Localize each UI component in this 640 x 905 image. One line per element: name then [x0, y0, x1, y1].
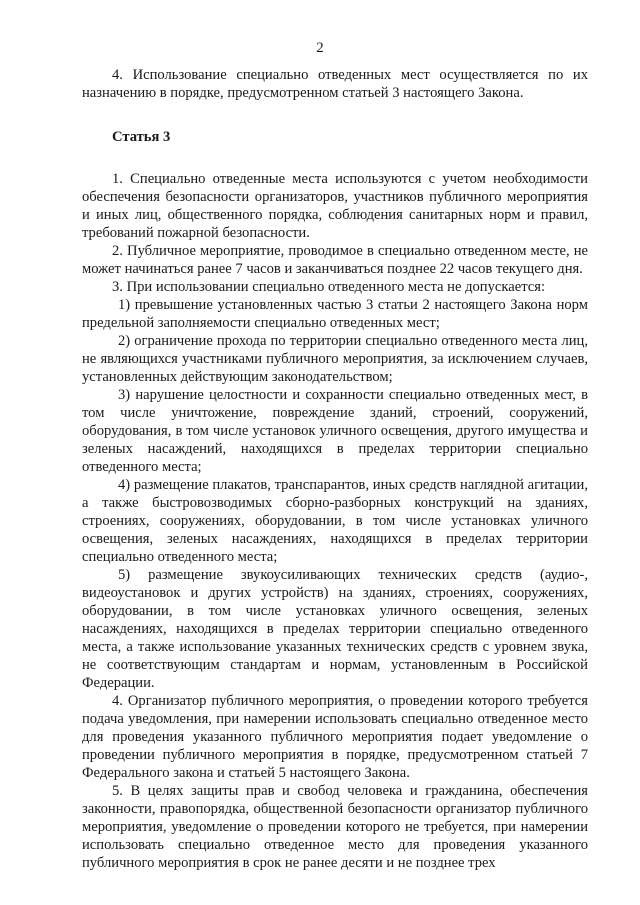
article-paragraph-3: 3. При использовании специально отведенного места не допускается:	[112, 279, 546, 295]
article-paragraph-1: 1. Специально отведенные места используются с учетом необходимости обеспечения безопасности организаторов, участников публичного мероприятия и иных лиц, общественного порядка, соблюдения санитарных норм и правил, требований пожарной безопасности.	[82, 171, 588, 241]
intro-paragraph: 4. Использование специально отведенных мест осуществляется по их назначению в порядке, предусмотренном статьей 3 настоящего Закона.	[82, 67, 588, 101]
list-item-3: 3) нарушение целостности и сохранности специально отведенных мест, в том числе уничтожение, повреждение зданий, строений, сооружений, оборудования, в том числе установок уличного освещения, другого имущества и зеленых насаждений, находящихся в пределах территории специально отведенного места;	[82, 387, 588, 475]
list-item-4: 4) размещение плакатов, транспарантов, иных средств наглядной агитации, а также быстровозводимых сборно-разборных конструкций на зданиях, строениях, сооружениях, оборудовании, в том числе установках уличного освещения, зеленых насаждениях, находящихся в пределах территории специально отведенного места;	[82, 477, 588, 565]
article-paragraph-2: 2. Публичное мероприятие, проводимое в специально отведенном месте, не может начинаться ранее 7 часов и заканчиваться позднее 22 часов текущего дня.	[82, 243, 588, 277]
document-body	[82, 66, 588, 872]
list-item-5: 5) размещение звукоусиливающих технических средств (аудио-, видеоустановок и других устройств) на зданиях, строениях, сооружениях, оборудовании, в том числе установках уличного освещения, зеленых насаждениях, находящихся в пределах территории специально отведенного места, а также использование указанных технических средств с уровнем звука, не соответствующим стандартам и нормам, установленным в Российской Федерации.	[82, 567, 588, 691]
article-paragraph-5: 5. В целях защиты прав и свобод человека и гражданина, обеспечения законности, правопорядка, общественной безопасности организатор публичного мероприятия, уведомление о проведении которого не требуется, при намерении использовать специально отведенное место для проведения указанного публичного мероприятия в срок не ранее десяти и не позднее трех	[82, 783, 588, 871]
article-heading: Статья 3	[112, 129, 171, 145]
list-item-1: 1) превышение установленных частью 3 статьи 2 настоящего Закона норм предельной заполняемости специально отведенных мест;	[82, 297, 588, 331]
list-item-2: 2) ограничение прохода по территории специально отведенного места лиц, не являющихся участниками публичного мероприятия, за исключением случаев, установленных действующим законодательством;	[82, 333, 588, 385]
page-number: 2	[316, 40, 324, 56]
article-paragraph-4: 4. Организатор публичного мероприятия, о проведении которого требуется подача уведомления, при намерении использовать специально отведенное место для проведения указанного публичного мероприятия подает уведомление о проведении публичного мероприятия в порядке, предусмотренном статьей 7 Федерального закона и статьей 5 настоящего Закона.	[82, 693, 588, 781]
